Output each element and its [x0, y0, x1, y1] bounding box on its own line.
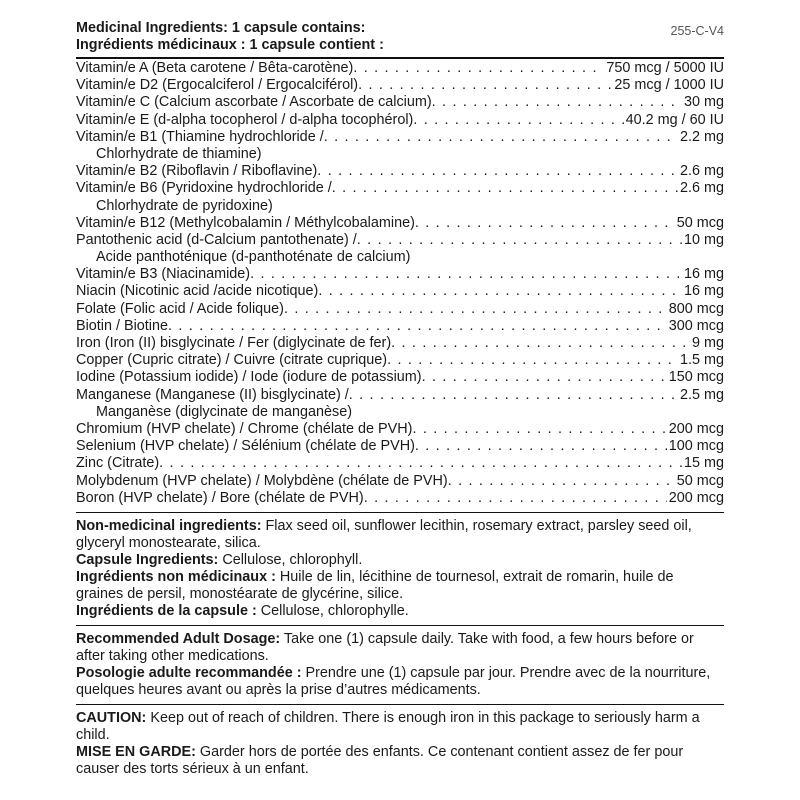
ingredient-row: [76, 318, 724, 335]
capsule-fr-text: Cellulose, chlorophylle.: [256, 602, 409, 619]
non-medicinal-en-text: Flax seed oil, sunflower lecithin, rosemary extract, parsley seed oil, glyceryl monostearate, silica.: [76, 517, 692, 551]
ingredient-amount: 2.5 mg: [680, 386, 724, 403]
ingredient-name: Copper (Cupric citrate) / Cuivre (citrate cuprique): [76, 352, 388, 369]
ingredient-name-continuation: Chlorhydrate de thiamine): [96, 145, 262, 162]
ingredient-row: [76, 94, 724, 111]
non-medicinal-en: [76, 518, 724, 552]
leader-dots: [250, 266, 682, 283]
ingredient-name: Vitamin/e B3 (Niacinamide): [76, 266, 251, 283]
ingredient-amount: 9 mg: [692, 335, 724, 351]
ingredient-amount: 1.5 mg: [680, 352, 724, 369]
ingredient-name: Vitamin/e E (d-alpha tocopherol / d-alpha tocophérol): [76, 111, 414, 128]
ingredient-row: [76, 335, 724, 352]
ingredient-row: [76, 163, 724, 180]
leader-dots: [353, 60, 604, 77]
non-medicinal-fr-text: Huile de lin, lécithine de tournesol, extrait de romarin, huile de graines de persil, monostéarate de glycérine, silice.: [76, 568, 674, 602]
ingredient-row: [76, 490, 724, 507]
ingredient-name: Zinc (Citrate): [76, 455, 160, 472]
caution-en-label: CAUTION:: [76, 709, 147, 726]
ingredient-row: [76, 283, 724, 300]
dosage-section: [76, 631, 724, 699]
non-medicinal-en-label: Non-medicinal ingredients:: [76, 517, 262, 534]
capsule-fr-label: Ingrédients de la capsule :: [76, 602, 257, 619]
ingredient-amount: 25 mcg / 1000 IU: [614, 77, 724, 94]
ingredient-name: Folate (Folic acid / Acide folique): [76, 300, 284, 317]
ingredient-row: [76, 215, 724, 232]
ingredient-name: Selenium (HVP chelate) / Sélénium (chélate de PVH): [76, 438, 415, 455]
ingredient-amount: 2.2 mg: [680, 128, 724, 145]
leader-dots: [432, 94, 682, 111]
label-header: [76, 20, 724, 54]
leader-dots: [349, 387, 678, 404]
ingredient-amount: 15 mg: [684, 455, 724, 472]
ingredient-name-continuation: Acide panthoténique (d-panthoténate de calcium): [96, 249, 411, 266]
dosage-en-text: Take one (1) capsule daily. Take with food, a few hours before or after taking other medications.: [76, 630, 694, 664]
ingredient-name: Vitamin/e C (Calcium ascorbate / Ascorbate de calcium): [76, 94, 432, 111]
title-en: Medicinal Ingredients: 1 capsule contains:: [76, 20, 366, 36]
leader-dots: [415, 438, 667, 455]
ingredient-row: [76, 473, 724, 490]
ingredient-amount: 100 mcg: [668, 438, 724, 455]
ingredient-name: Niacin (Nicotinic acid /acide nicotique): [76, 283, 319, 300]
leader-dots: [422, 369, 667, 386]
ingredient-row: [76, 266, 724, 283]
non-medicinal-fr-label: Ingrédients non médicinaux :: [76, 568, 276, 585]
ingredient-amount: 10 mg: [684, 231, 724, 248]
caution-fr-text: Garder hors de portée des enfants. Ce contenant contient assez de fer pour causer des torts sérieux à un enfant.: [76, 743, 684, 777]
caution-en-text: Keep out of reach of children. There is enough iron in this package to seriously harm a child.: [76, 709, 700, 743]
ingredient-amount: 150 mcg: [668, 369, 724, 386]
ingredient-amount: 300 mcg: [668, 317, 724, 334]
capsule-en-text: Cellulose, chlorophyll.: [218, 551, 363, 568]
ingredient-amount: 750 mcg / 5000 IU: [606, 60, 724, 76]
ingredient-amount: 200 mcg: [668, 420, 724, 437]
ingredient-name: Iron (Iron (II) bisglycinate / Fer (diglycinate de fer): [76, 335, 392, 351]
leader-dots: [317, 163, 678, 180]
ingredient-row: [76, 112, 724, 129]
dosage-en-label: Recommended Adult Dosage:: [76, 630, 281, 647]
leader-dots: [387, 352, 678, 369]
ingredient-amount: 16 mg: [684, 283, 724, 300]
ingredient-name-continuation: Chlorhydrate de pyridoxine): [96, 197, 273, 214]
capsule-en-label: Capsule Ingredients:: [76, 551, 219, 568]
leader-dots: [318, 283, 682, 300]
ingredient-amount: 40.2 mg / 60 IU: [625, 111, 724, 128]
dosage-fr-text: Prendre une (1) capsule par jour. Prendre avec de la nourriture, quelques heures avant ou après la prise d’autres médicaments.: [76, 664, 711, 698]
ingredient-amount: 2.6 mg: [680, 163, 724, 180]
ingredient-row: [76, 421, 724, 438]
ingredient-row: [76, 438, 724, 455]
ingredient-row: [76, 129, 724, 146]
ingredient-name: Vitamin/e B6 (Pyridoxine hydrochloride /: [76, 180, 332, 197]
leader-dots: [284, 301, 667, 318]
leader-dots: [391, 335, 690, 352]
section-divider: [76, 512, 724, 513]
dosage-fr: [76, 665, 724, 699]
ingredient-amount: 2.6 mg: [680, 180, 724, 197]
leader-dots: [324, 129, 678, 146]
ingredient-name: Iodine (Potassium iodide) / Iode (iodure de potassium): [76, 369, 422, 386]
ingredient-name: Boron (HVP chelate) / Bore (chélate de PVH): [76, 489, 364, 506]
non-medicinal-fr: [76, 569, 724, 603]
leader-dots: [364, 490, 667, 507]
ingredient-amount: 50 mcg: [676, 472, 724, 489]
ingredient-name: Vitamin/e B12 (Methylcobalamin / Méthylcobalamine): [76, 214, 415, 231]
ingredient-amount: 800 mcg: [668, 300, 724, 317]
section-divider: [76, 625, 724, 626]
leader-dots: [358, 77, 612, 94]
leader-dots: [412, 421, 666, 438]
capsule-fr: [76, 603, 724, 620]
caution-en: [76, 710, 724, 744]
ingredient-name-continuation: Manganèse (diglycinate de manganèse): [96, 403, 352, 420]
ingredient-row: [76, 77, 724, 94]
ingredient-row: [76, 301, 724, 318]
ingredient-amount: 200 mcg: [668, 489, 724, 506]
leader-dots: [448, 473, 675, 490]
leader-dots: [159, 455, 682, 472]
ingredient-name: Molybdenum (HVP chelate) / Molybdène (chélate de PVH): [76, 472, 448, 489]
ingredient-amount: 50 mcg: [676, 214, 724, 231]
ingredient-row: [76, 369, 724, 386]
ingredient-name: Manganese (Manganese (II) bisglycinate) /: [76, 386, 349, 403]
ingredient-row: [76, 180, 724, 197]
ingredient-name: Pantothenic acid (d-Calcium pantothenate) /: [76, 231, 357, 248]
leader-dots: [168, 318, 667, 335]
caution-section: [76, 710, 724, 778]
dosage-fr-label: Posologie adulte recommandée :: [76, 664, 302, 681]
ingredient-row: [76, 232, 724, 249]
ingredient-row: [76, 60, 724, 77]
capsule-en: [76, 552, 724, 569]
ingredient-list: [76, 60, 724, 507]
ingredient-amount: 16 mg: [684, 266, 724, 283]
title-fr: Ingrédients médicinaux : 1 capsule contient :: [76, 37, 384, 53]
product-code: 255-C-V4: [670, 24, 724, 38]
ingredient-name: Vitamin/e B2 (Riboflavin / Riboflavine): [76, 163, 318, 180]
non-medicinal-section: [76, 518, 724, 620]
ingredient-name: Vitamin/e A (Beta carotene / Bêta-carotène): [76, 60, 354, 76]
leader-dots: [415, 215, 675, 232]
ingredient-row: [76, 352, 724, 369]
ingredient-row: [76, 455, 724, 472]
leader-dots: [413, 112, 623, 129]
leader-dots: [332, 180, 678, 197]
caution-fr-label: MISE EN GARDE:: [76, 743, 196, 760]
ingredient-name: Vitamin/e D2 (Ergocalciferol / Ergocalciférol): [76, 77, 359, 94]
ingredient-name: Vitamin/e B1 (Thiamine hydrochloride /: [76, 128, 324, 145]
section-divider: [76, 704, 724, 705]
leader-dots: [357, 232, 682, 249]
ingredient-amount: 30 mg: [684, 94, 724, 111]
caution-fr: [76, 744, 724, 778]
supplement-label: [76, 20, 724, 778]
ingredient-name: Biotin / Biotine: [76, 317, 168, 334]
ingredient-row: [76, 387, 724, 404]
ingredient-name: Chromium (HVP chelate) / Chrome (chélate de PVH): [76, 420, 413, 437]
dosage-en: [76, 631, 724, 665]
header-divider: [76, 57, 724, 59]
